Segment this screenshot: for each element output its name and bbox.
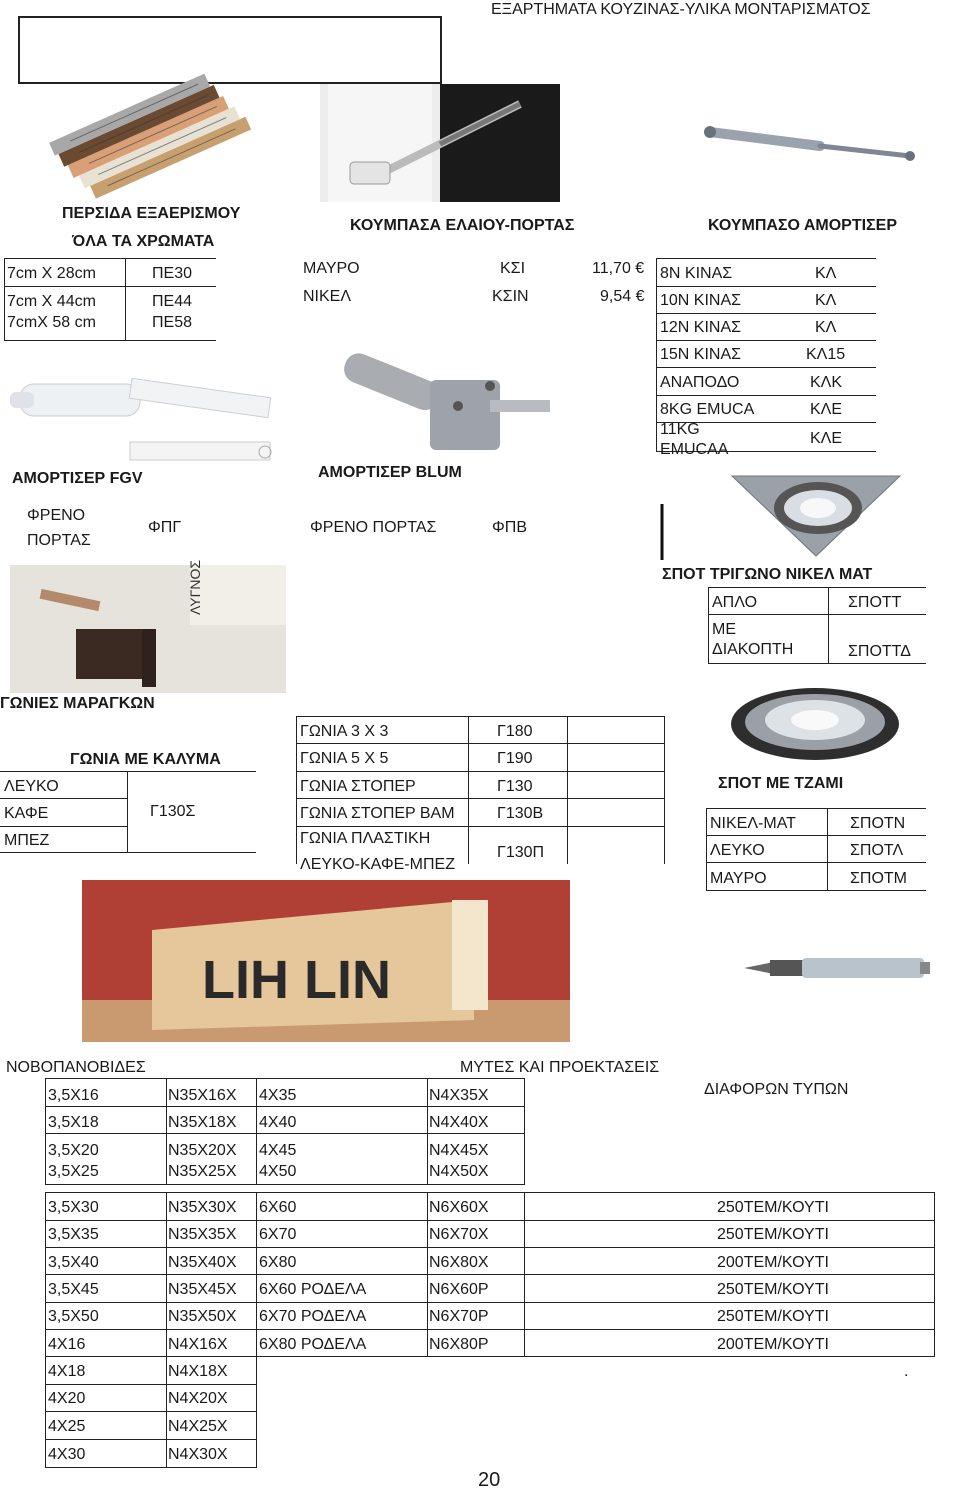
damper-name: 12N ΚΙΝΑΣ (660, 319, 742, 336)
screw-box-brand: LIH LIN (202, 950, 391, 1010)
oil-compass-price: 9,54 € (600, 288, 645, 305)
screw-size: 4X45 (259, 1142, 297, 1159)
screw-size: 3,5X25 (48, 1163, 99, 1180)
screw-size: 3,5X30 (48, 1199, 99, 1216)
screw-size: 4X35 (259, 1087, 297, 1104)
blum-damper-photo (340, 356, 560, 456)
screw-code: N4X40X (429, 1114, 489, 1131)
screw-code: N4X35X (429, 1087, 489, 1104)
corner-code: Γ180 (497, 723, 533, 740)
screw-size: 3,5X16 (48, 1087, 99, 1104)
screw-pack: 200ΤΕΜ/ΚΟΥΤΙ (717, 1254, 829, 1271)
damper-name: 8N ΚΙΝΑΣ (660, 265, 733, 282)
screw-size: 4X20 (48, 1390, 86, 1407)
screw-size: 3,5X20 (48, 1142, 99, 1159)
corner-name: ΓΩΝΙΑ ΣΤΟΠΕΡ ΒΑΜ (300, 805, 455, 822)
screw-code: N4X20X (168, 1390, 228, 1407)
screw-code: N35X25X (168, 1163, 237, 1180)
screw-size: 4X16 (48, 1336, 86, 1353)
round-spot-photo (705, 688, 925, 768)
blum-title: ΑΜΟΡΤΙΣΕΡ BLUM (318, 464, 462, 481)
screw-size: 6X70 (259, 1226, 297, 1243)
triangle-spot-title: ΣΠΟΤ ΤΡΙΓΩΝΟ ΝΙΚΕΛ ΜΑΤ (662, 566, 873, 583)
screw-size: 3,5X18 (48, 1114, 99, 1131)
oil-compass-price: 11,70 € (592, 260, 645, 277)
glass-spot-name: ΜΑΥΡΟ (710, 870, 767, 887)
screw-code: N4X25X (168, 1418, 228, 1435)
oil-compass-code: ΚΣΙ (500, 260, 526, 277)
screw-pack: 250ΤΕΜ/ΚΟΥΤΙ (717, 1308, 829, 1325)
screw-size: 6X70 ΡΟΔΕΛΑ (259, 1308, 367, 1325)
damper-name: 10N ΚΙΝΑΣ (660, 292, 742, 309)
corner-cover-color: ΜΠΕΖ (4, 832, 50, 849)
fgv-brake-label-1: ΦΡΕΝΟ (27, 507, 86, 524)
corner-code: Γ190 (497, 750, 533, 767)
screw-size: 6X80 (259, 1254, 297, 1271)
screw-size: 6X60 ΡΟΔΕΛΑ (259, 1281, 367, 1298)
screw-code: N6X70X (429, 1226, 489, 1243)
screw-pack: 250ΤΕΜ/ΚΟΥΤΙ (717, 1226, 829, 1243)
corner-cover-color: ΛΕΥΚΟ (4, 778, 59, 795)
vent-code: ΠΕ44 (152, 293, 193, 310)
vent-grilles-photo (60, 84, 260, 208)
oil-compass-color: ΝΙΚΕΛ (303, 288, 352, 305)
screw-code: N35X35X (168, 1226, 237, 1243)
screw-size: 3,5X50 (48, 1308, 99, 1325)
screw-size: 4X25 (48, 1418, 86, 1435)
screw-size: 3,5X45 (48, 1281, 99, 1298)
screw-code: N6X70P (429, 1308, 489, 1325)
corner-name: ΓΩΝΙΑ ΣΤΟΠΕΡ (300, 778, 416, 795)
trailing-dot: . (904, 1363, 909, 1380)
oil-compass-photo (320, 84, 560, 202)
damper-code: ΚΛΕ (810, 430, 843, 447)
glass-spot-code: ΣΠΟΤΛ (850, 842, 904, 859)
oil-compass-title: ΚΟΥΜΠΑΣΑ ΕΛΑΙΟΥ-ΠΟΡΤΑΣ (350, 217, 575, 234)
glass-spot-code: ΣΠΟΤΝ (850, 815, 906, 832)
screw-pack: 250ΤΕΜ/ΚΟΥΤΙ (717, 1199, 829, 1216)
damper-name: 8KG EMUCA (660, 401, 755, 418)
glass-spot-name: ΛΕΥΚΟ (710, 842, 765, 859)
corner-bracket-photo (10, 559, 286, 693)
screw-code: N6X60X (429, 1199, 489, 1216)
fgv-brake-label-2: ΠΟΡΤΑΣ (27, 532, 91, 549)
screw-code: N35X18X (168, 1114, 237, 1131)
header-blank-box (18, 16, 442, 84)
screw-size: 4X50 (259, 1163, 297, 1180)
corner-name-colors: ΛΕΥΚΟ-ΚΑΦΕ-ΜΠΕΖ (300, 856, 455, 873)
screws-right-title: ΜΥΤΕΣ ΚΑΙ ΠΡΟΕΚΤΑΣΕΙΣ (460, 1059, 660, 1076)
screw-code: N35X30X (168, 1199, 237, 1216)
screw-size: 3,5X35 (48, 1226, 99, 1243)
glass-spot-code: ΣΠΟΤΜ (850, 870, 907, 887)
screw-size: 4X18 (48, 1363, 86, 1380)
triangle-spot-name: ΔΙΑΚΟΠΤΗ (712, 641, 794, 658)
blum-brake-label: ΦΡΕΝΟ ΠΟΡΤΑΣ (310, 519, 437, 536)
screw-size: 6X80 ΡΟΔΕΛΑ (259, 1336, 367, 1353)
screw-code: N35X20X (168, 1142, 237, 1159)
screw-code: N6X80X (429, 1254, 489, 1271)
fgv-damper-photo (10, 360, 282, 470)
screws-left-title: ΝΟΒΟΠΑΝΟΒΙΔΕΣ (6, 1059, 146, 1076)
screw-code: N35X45X (168, 1281, 237, 1298)
damper-code: ΚΛΚ (810, 374, 843, 391)
screw-size: 4X40 (259, 1114, 297, 1131)
corners-section-title: ΓΩΝΙΕΣ ΜΑΡΑΓΚΩΝ (0, 695, 155, 712)
screw-code: N4X50X (429, 1163, 489, 1180)
blum-code: ΦΠΒ (492, 519, 527, 536)
corner-cover-color: ΚΑΦΕ (4, 805, 49, 822)
screw-code: N6X80P (429, 1336, 489, 1353)
corner-code: Γ130 (497, 778, 533, 795)
svg-text:ΛΥΓΝΟΣ: ΛΥΓΝΟΣ (187, 559, 203, 615)
triangle-spot-code: ΣΠΟΤΤ (848, 594, 902, 611)
triangle-spot-name: ΑΠΛΟ (712, 594, 758, 611)
corner-name: ΓΩΝΙΑ 5 Χ 5 (300, 750, 389, 767)
screw-code: N4X30X (168, 1446, 228, 1463)
vent-code: ΠΕ30 (152, 265, 193, 282)
screw-code: N35X50X (168, 1308, 237, 1325)
screws-types-label: ΔΙΑΦΟΡΩΝ ΤΥΠΩΝ (704, 1081, 849, 1098)
oil-compass-code: ΚΣΙΝ (492, 288, 529, 305)
page-number: 20 (478, 1469, 501, 1491)
corner-name: ΓΩΝΙΑ 3 Χ 3 (300, 723, 389, 740)
damper-name: ΑΝΑΠΟΔΟ (660, 374, 740, 391)
damper-compass-title: ΚΟΥΜΠΑΣΟ ΑΜΟΡΤΙΣΕΡ (708, 217, 897, 234)
glass-spot-title: ΣΠΟΤ ΜΕ ΤΖΑΜΙ (718, 775, 844, 792)
vent-size: 7cm X 44cm (7, 293, 96, 310)
corner-cover-code: Γ130Σ (150, 803, 196, 820)
screw-size: 4X30 (48, 1446, 86, 1463)
fgv-code: ΦΠΓ (148, 519, 182, 536)
screw-code: N35X16X (168, 1087, 237, 1104)
corner-code: Γ130Β (497, 805, 544, 822)
screw-box-photo (82, 880, 570, 1042)
bit-extension-photo (734, 946, 934, 990)
damper-code: ΚΛ (815, 292, 837, 309)
screw-pack: 200ΤΕΜ/ΚΟΥΤΙ (717, 1336, 829, 1353)
screw-code: N35X40X (168, 1254, 237, 1271)
damper-code: ΚΛ (815, 265, 837, 282)
vent-code: ΠΕ58 (152, 314, 193, 331)
fgv-title: ΑΜΟΡΤΙΣΕΡ FGV (12, 470, 143, 487)
screw-size: 3,5X40 (48, 1254, 99, 1271)
vent-grilles-title-2: ΌΛΑ ΤΑ ΧΡΩΜΑΤΑ (72, 233, 215, 250)
screw-code: N6X60P (429, 1281, 489, 1298)
damper-name: 11KG EMUCAA (660, 421, 729, 458)
vent-grilles-title-1: ΠΕΡΣΙΔΑ ΕΞΑΕΡΙΣΜΟΥ (62, 205, 241, 222)
corner-cover-title: ΓΩΝΙΑ ΜΕ ΚΑΛΥΜΑ (70, 751, 221, 768)
screw-code: N4X45X (429, 1142, 489, 1159)
page-header-title: ΕΞΑΡΤΗΜΑΤΑ ΚΟΥΖΙΝΑΣ-ΥΛΙΚΑ ΜΟΝΤΑΡΙΣΜΑΤΟΣ (491, 1, 871, 18)
damper-code: ΚΛΕ (810, 401, 843, 418)
screw-code: N4X18X (168, 1363, 228, 1380)
damper-compass-photo (700, 110, 920, 170)
triangle-spot-name: ΜΕ (712, 621, 736, 638)
corner-name: ΓΩΝΙΑ ΠΛΑΣΤΙΚΗ (300, 830, 431, 847)
damper-name: 15N ΚΙΝΑΣ (660, 346, 742, 363)
triangle-spot-photo (660, 468, 960, 560)
screw-code: N4X16X (168, 1336, 228, 1353)
glass-spot-name: ΝΙΚΕΛ-ΜΑΤ (710, 815, 796, 832)
triangle-spot-code: ΣΠΟΤΤΔ (848, 643, 911, 660)
vent-size: 7cmX 58 cm (7, 314, 96, 331)
damper-code: ΚΛ (815, 319, 837, 336)
damper-code: ΚΛ15 (806, 346, 846, 363)
screw-pack: 250ΤΕΜ/ΚΟΥΤΙ (717, 1281, 829, 1298)
oil-compass-color: ΜΑΥΡΟ (303, 260, 360, 277)
screw-size: 6X60 (259, 1199, 297, 1216)
vent-size: 7cm X 28cm (7, 265, 96, 282)
corner-code: Γ130Π (497, 844, 545, 861)
